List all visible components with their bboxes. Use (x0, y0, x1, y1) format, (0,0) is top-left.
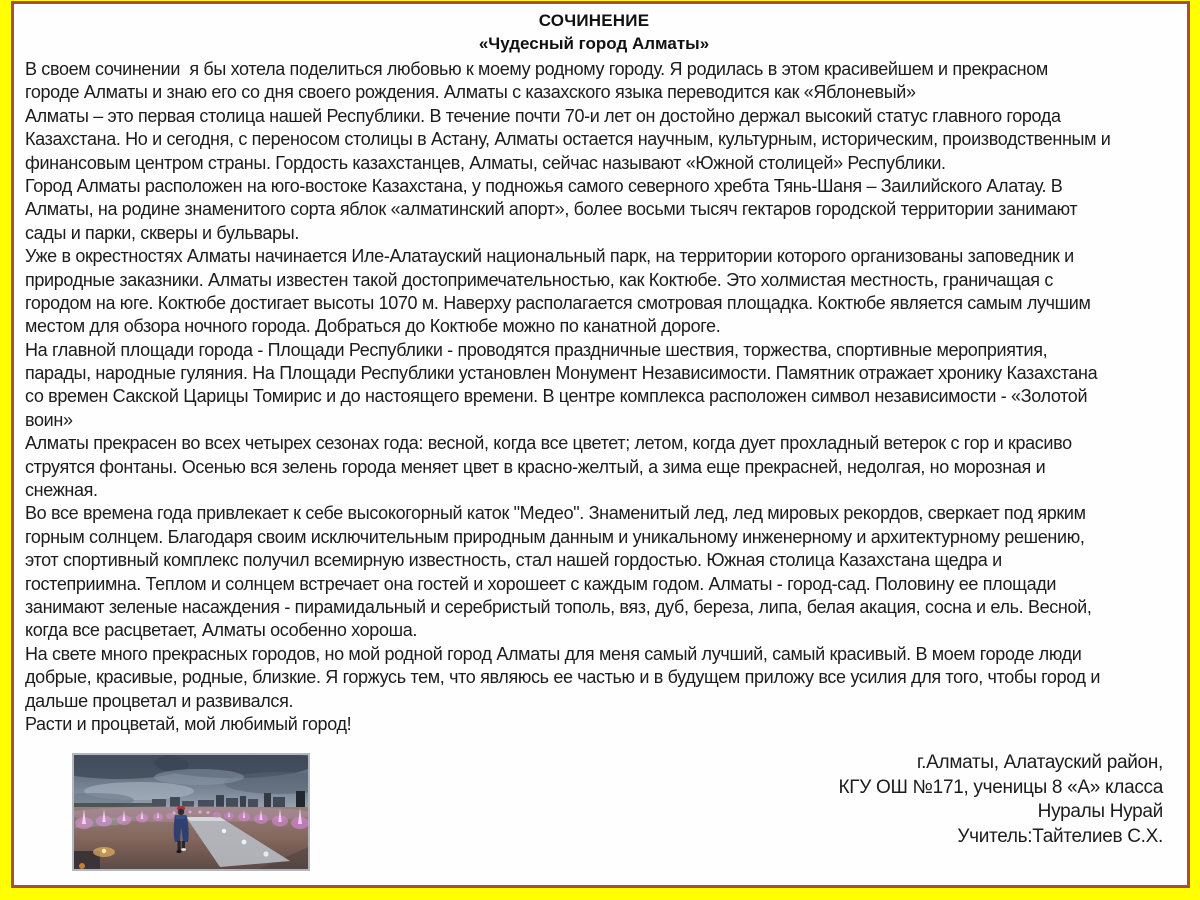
closing-row (25, 751, 1163, 876)
essay-line: Во все времена года привлекает к себе высокогорный каток "Медео". Знаменитый лед, лед мировых рекордов, сверкает под ярким (25, 503, 1086, 524)
essay-line: струятся фонтаны. Осенью вся зелень города меняет цвет в красно-желтый, а зима еще прекрасней, недолгая, но морозная и (25, 456, 1046, 477)
essay-line: снежная. (25, 480, 98, 501)
essay-line: дальше процветал и развивался. (25, 690, 294, 711)
essay-line: когда все расцветает, Алматы особенно хороша. (25, 620, 418, 641)
essay-line: этот спортивный комплекс получил всемирную известность, стал нашей гордостью. Южная столица Казахстана щедра и (25, 550, 1002, 571)
signature-line: Нуралы Нурай (1037, 801, 1163, 823)
essay-line: парады, народные гуляния. На Площади Республики установлен Монумент Независимости. Памятник отражает хронику Казахстана (25, 363, 1098, 384)
essay-line: добрые, красивые, родные, близкие. Я горжусь тем, что являюсь ее частью и в будущем приложу все усилия для того, чтобы город и (25, 667, 1101, 688)
essay-line: местом для обзора ночного города. Добраться до Коктюбе можно по канатной дороге. (25, 316, 721, 337)
signature-line: КГУ ОШ №171, ученицы 8 «А» класса (838, 776, 1163, 798)
essay-line: воин» (25, 409, 73, 430)
essay-line: Уже в окрестностях Алматы начинается Иле-Алатауский национальный парк, на территории которого организованы заповедник и (25, 246, 1074, 267)
essay-line: городе Алматы и знаю его со дня своего рождения. Алматы с казахского языка переводится как «Яблоневый» (25, 82, 916, 103)
essay-line: Алматы прекрасен во всех четырех сезонах года: весной, когда все цветет; летом, когда дует прохладный ветерок с гор и красиво (25, 433, 1072, 454)
signature-line: г.Алматы, Алатауский район, (916, 752, 1163, 774)
essay-line: финансовым центром страны. Гордость казахстанцев, Алматы, сейчас называют «Южной столицей» Республики. (25, 152, 946, 173)
essay-title: СОЧИНЕНИЕ (538, 11, 650, 30)
essay-body (25, 58, 1163, 736)
essay-line: Алматы – это первая столица нашей Республики. В течение почти 70-и лет он достойно держал высокий статус главного города (25, 105, 1061, 126)
essay-line: Казахстана. Но и сегодня, с переносом столицы в Астану, Алматы остается научным, культурным, историческим, производственным и (25, 129, 1111, 150)
essay-subtitle: «Чудесный город Алматы» (478, 34, 710, 53)
essay-line: На свете много прекрасных городов, но мой родной город Алматы для меня самый лучший, самый красивый. В моем городе люди (25, 643, 1082, 664)
essay-line: Город Алматы расположен на юго-востоке Казахстана, у подножья самого северного хребта Тянь-Шаня – Заилийского Алатау. В (25, 175, 1063, 196)
essay-line: Алматы, на родине знаменитого сорта яблок «алматинский апорт», более восьми тысяч гектаров городской территории занимают (25, 199, 1078, 220)
essay-line: Расти и процветай, мой любимый город! (25, 713, 352, 734)
essay-line: На главной площади города - Площади Республики - проводятся праздничные шествия, торжества, спортивные мероприятия, (25, 339, 1048, 360)
essay-line: занимают зеленые насаждения - пирамидальный и серебристый тополь, вяз, дуб, береза, липа, белая акация, сосна и ель. Весной, (25, 596, 1092, 617)
essay-line: В своем сочинении я бы хотела поделиться любовью к моему родному городу. Я родилась в этом красивейшем и прекрасном (25, 59, 1048, 79)
essay-line: гостеприимна. Теплом и солнцем встречает она гостей и хорошеет с каждым годом. Алматы - город-сад. Половину ее площади (25, 573, 1057, 594)
signature-block (839, 751, 1163, 849)
essay-line: городом на юге. Коктюбе достигает высоты 1070 м. Наверху располагается смотровая площадка. Коктюбе является самым лучшим (25, 292, 1091, 313)
essay-line: природные заказники. Алматы известен такой достопримечательностью, как Коктюбе. Это холмистая местность, граничащая с (25, 269, 1054, 290)
essay-line: сады и парки, скверы и бульвары. (25, 222, 299, 243)
fountain-photo-graphic (74, 755, 308, 869)
essay-line: горным солнцем. Благодаря своим исключительным природным данным и уникальному инженерному и архитектурному решению, (25, 526, 1085, 547)
essay-page (11, 1, 1190, 888)
signature-line: Учитель:Тайтелиев С.Х. (957, 825, 1163, 847)
fountain-photo (72, 753, 310, 871)
essay-line: со времен Сакской Царицы Томирис и до настоящего времени. В центре комплекса расположен символ независимости - «Золотой (25, 386, 1088, 407)
